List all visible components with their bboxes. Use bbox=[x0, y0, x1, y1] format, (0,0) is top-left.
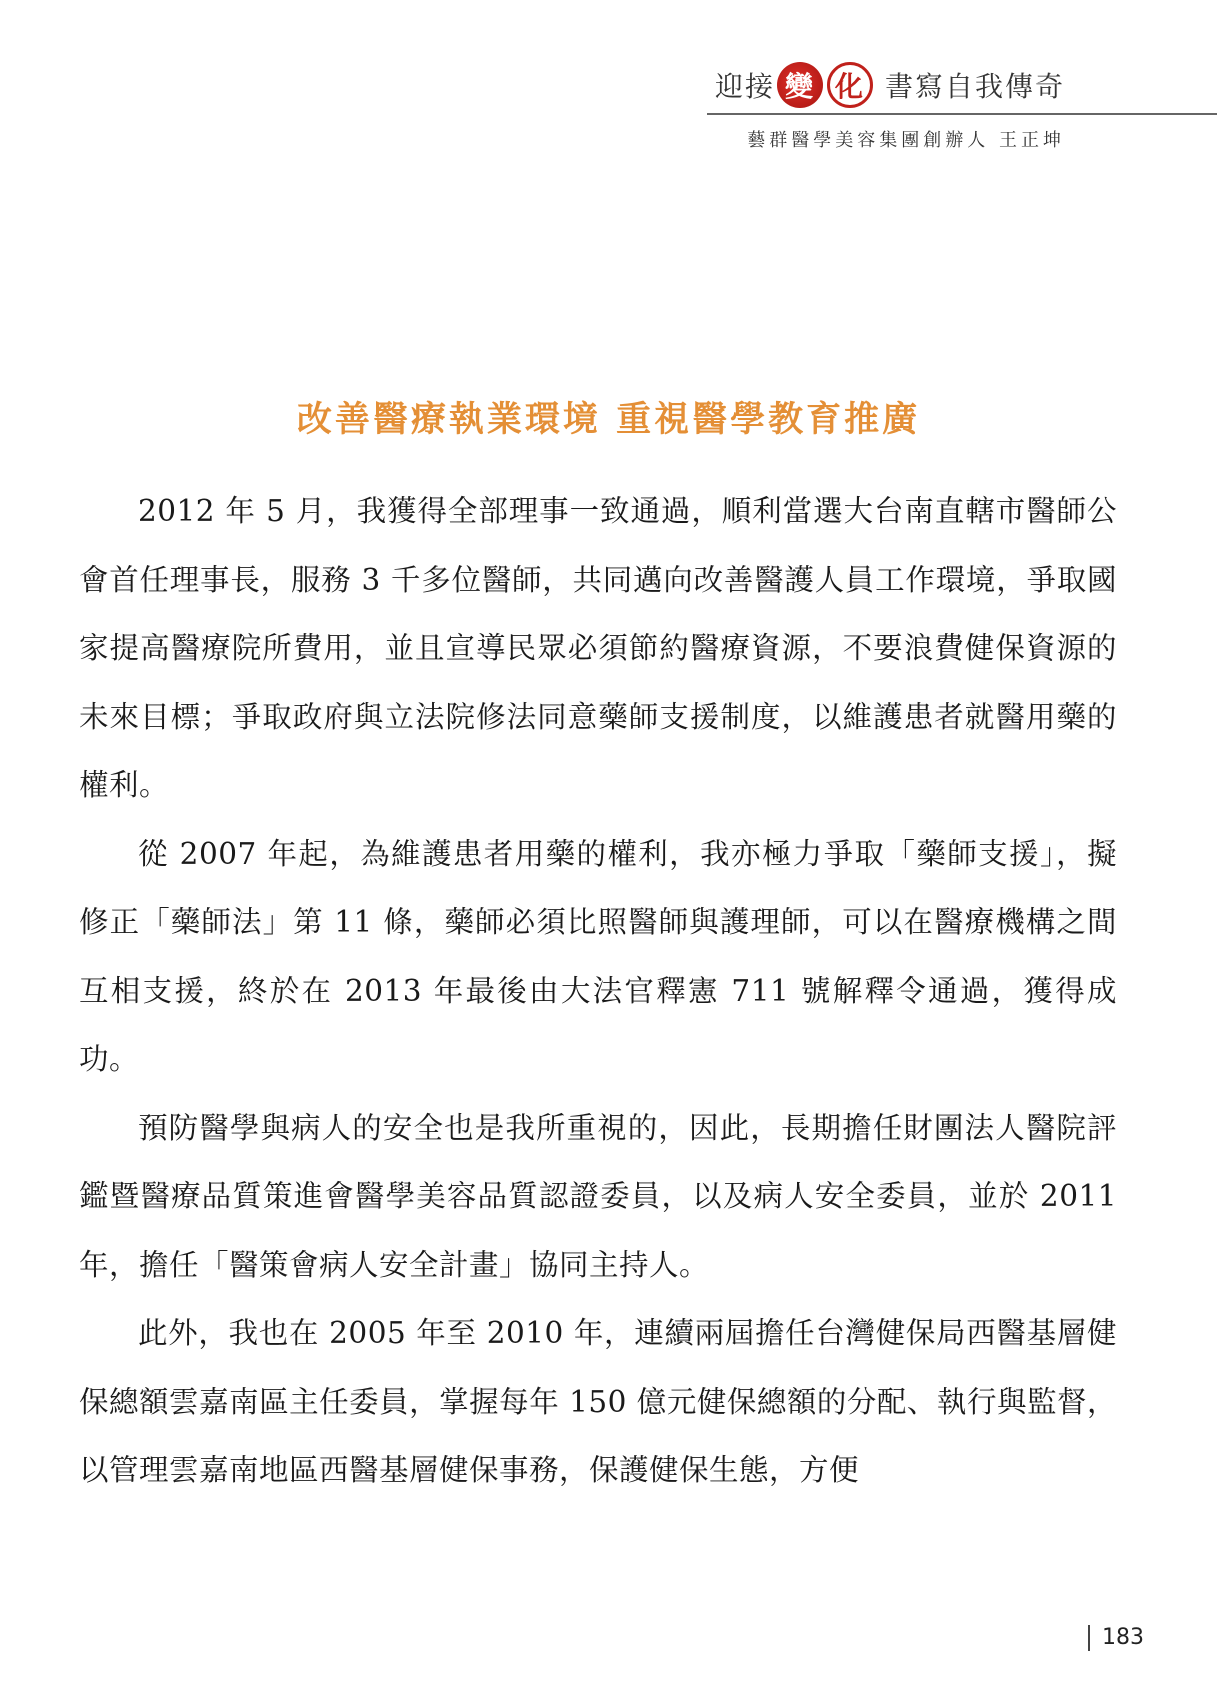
body-text bbox=[79, 477, 1117, 1505]
paragraph: 預防醫學與病人的安全也是我所重視的，因此，長期擔任財團法人醫院評鑑暨醫療品質策進會醫學美容品質認證委員，以及病人安全委員，並於 2011 年，擔任「醫策會病人安全計畫」協同主持人。 bbox=[79, 1110, 1117, 1282]
paragraph: 從 2007 年起，為維護患者用藥的權利，我亦極力爭取「藥師支援」，擬修正「藥師法」第 11 條，藥師必須比照醫師與護理師，可以在醫療機構之間互相支援，終於在 2013 年最後由大法官釋憲 711 號解釋令通過，獲得成功。 bbox=[79, 836, 1117, 1076]
running-header-title bbox=[715, 62, 1065, 108]
header-divider bbox=[707, 113, 1217, 115]
header-title-prefix: 迎接 bbox=[714, 70, 775, 103]
paragraph: 2012 年 5 月，我獲得全部理事一致通過，順利當選大台南直轄市醫師公會首任理事長，服務 3 千多位醫師，共同邁向改善醫護人員工作環境，爭取國家提高醫療院所費用，並且宣導民眾必須節約醫療資源，不要浪費健保資源的未來目標；爭取政府與立法院修法同意藥師支援制度，以維護患者就醫用藥的權利。 bbox=[79, 494, 1117, 802]
header-title-suffix: 書寫自我傳奇 bbox=[884, 70, 1065, 103]
running-header-subtitle: 藝群醫學美容集團創辦人 王正坤 bbox=[747, 130, 1065, 151]
paragraph: 此外，我也在 2005 年至 2010 年，連續兩屆擔任台灣健保局西醫基層健保總額雲嘉南區主任委員，掌握每年 150 億元健保總額的分配、執行與監督，以管理雲嘉南地區西醫基層健保事務，保護健保生態，方便 bbox=[79, 1316, 1117, 1487]
section-heading: 改善醫療執業環境 重視醫學教育推廣 bbox=[296, 400, 921, 440]
page-number: 183 bbox=[1088, 1625, 1144, 1651]
red-seal-transform-glyph: 化 bbox=[827, 62, 873, 108]
red-seal-change-glyph: 變 bbox=[777, 62, 823, 108]
